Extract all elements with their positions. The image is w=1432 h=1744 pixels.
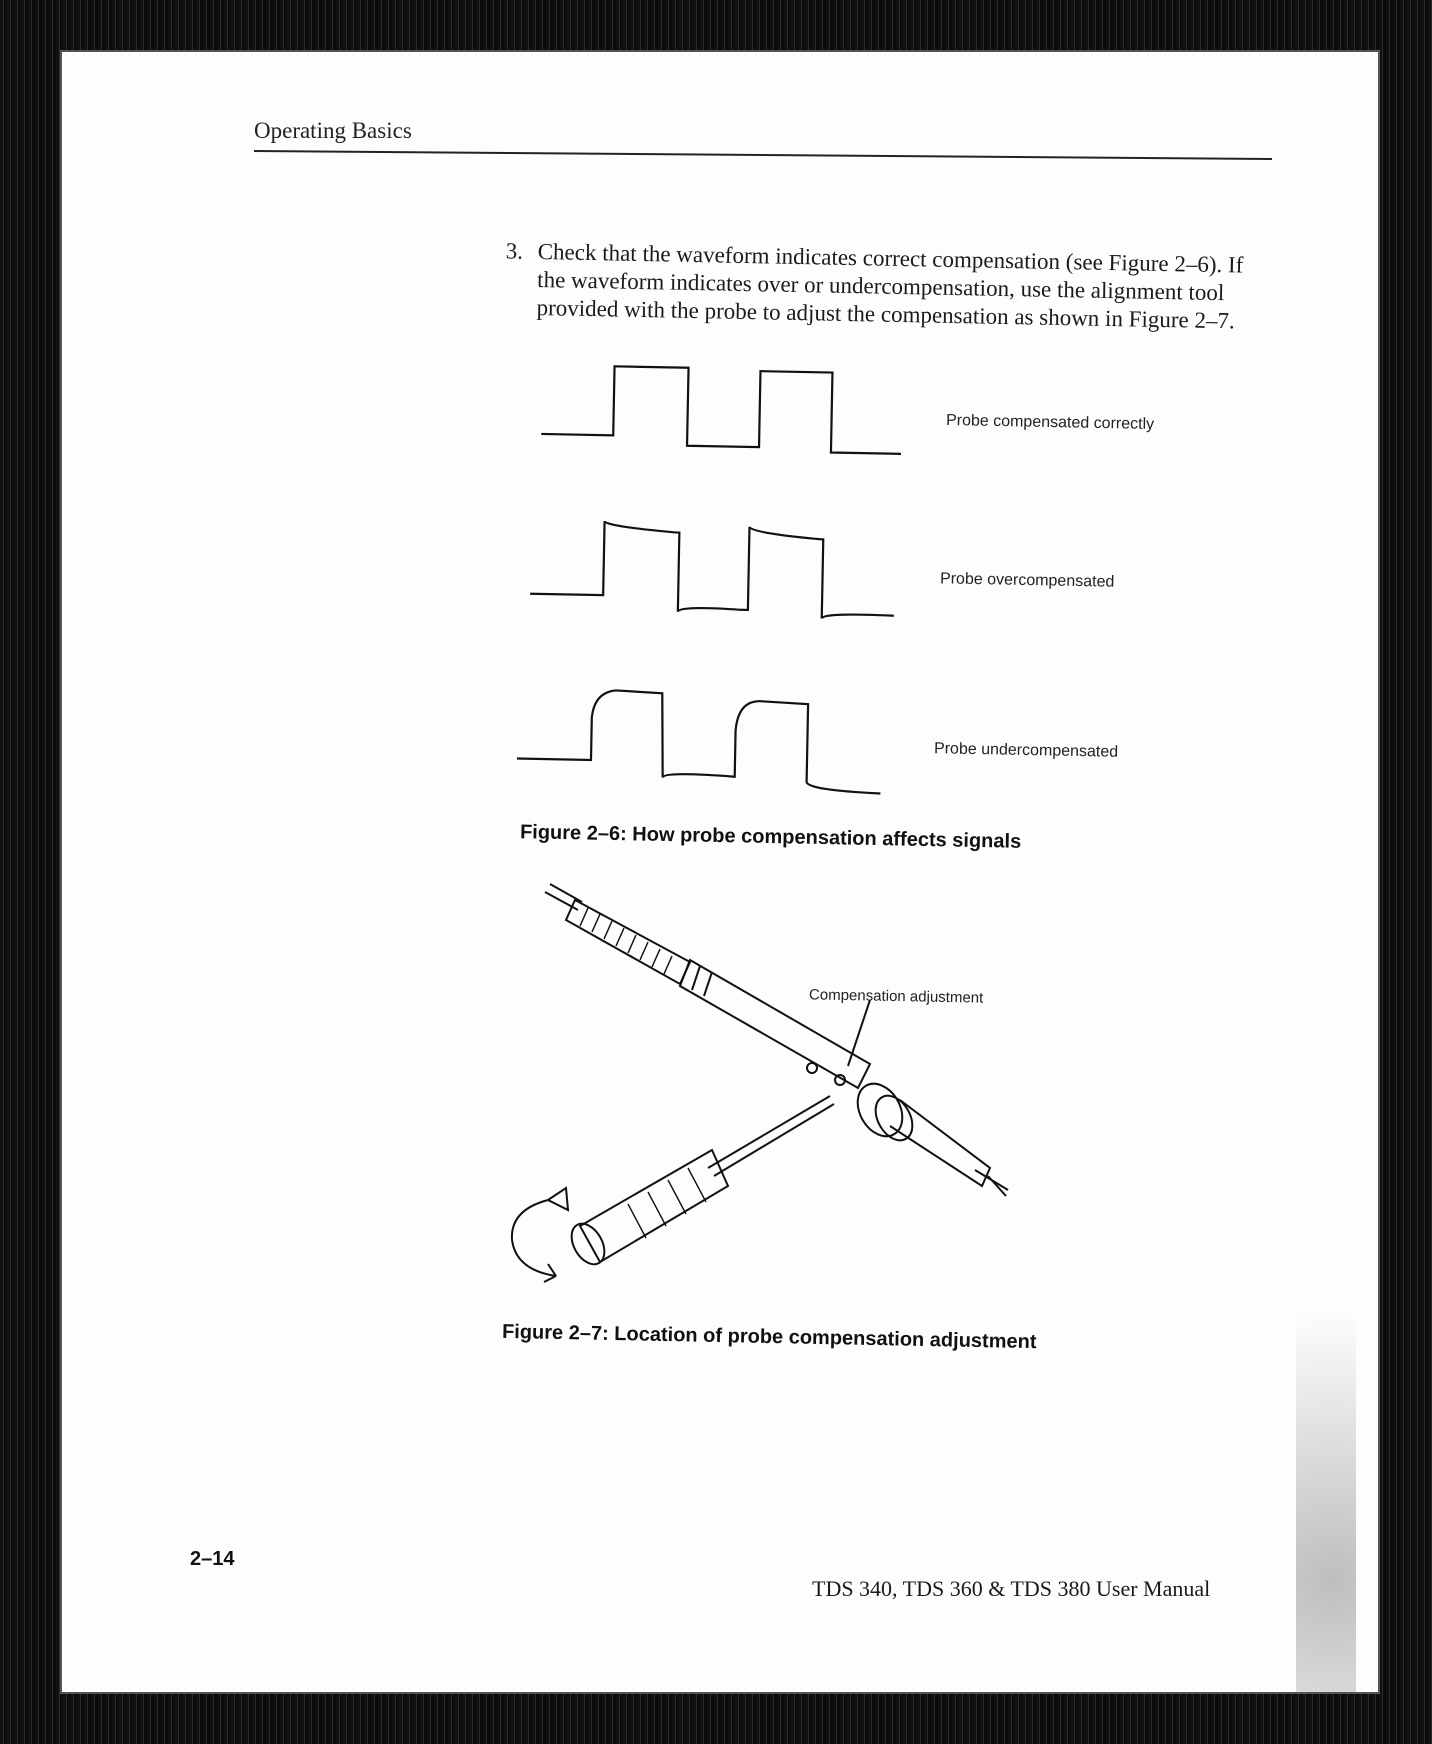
tool-shaft [708, 1096, 830, 1168]
label-correct: Probe compensated correctly [945, 412, 1155, 433]
strain-relief [566, 900, 690, 984]
label-over: Probe overcompensated [939, 570, 1115, 591]
callout-line [848, 1000, 870, 1066]
adjustment-hole [807, 1063, 817, 1073]
manual-title: TDS 340, TDS 360 & TDS 380 User Manual [812, 1576, 1211, 1601]
probe-cable [545, 892, 578, 910]
step-text: Check that the waveform indicates correct compensation (see Figure 2–6). If the waveform indicates over or undercompensation, use the alignment tool provided with the probe to adjust the compensation as shown in Figure 2–7. [536, 238, 1244, 334]
probe-body [680, 960, 870, 1088]
page-number: 2–14 [190, 1548, 235, 1570]
label-under: Probe undercompensated [933, 740, 1119, 761]
compensation-adjustment-label: Compensation adjustment [808, 986, 984, 1007]
probe-tip [890, 1100, 990, 1186]
figure-2-7-caption: Figure 2–7: Location of probe compensation adjustment [501, 1320, 1037, 1354]
tool-handle [580, 1150, 728, 1262]
rotation-arrow [512, 1188, 568, 1282]
figure-2-6-caption: Figure 2–6: How probe compensation affects signals [519, 821, 1022, 853]
running-head: Operating Basics [254, 118, 412, 143]
step-number: 3. [505, 238, 524, 264]
